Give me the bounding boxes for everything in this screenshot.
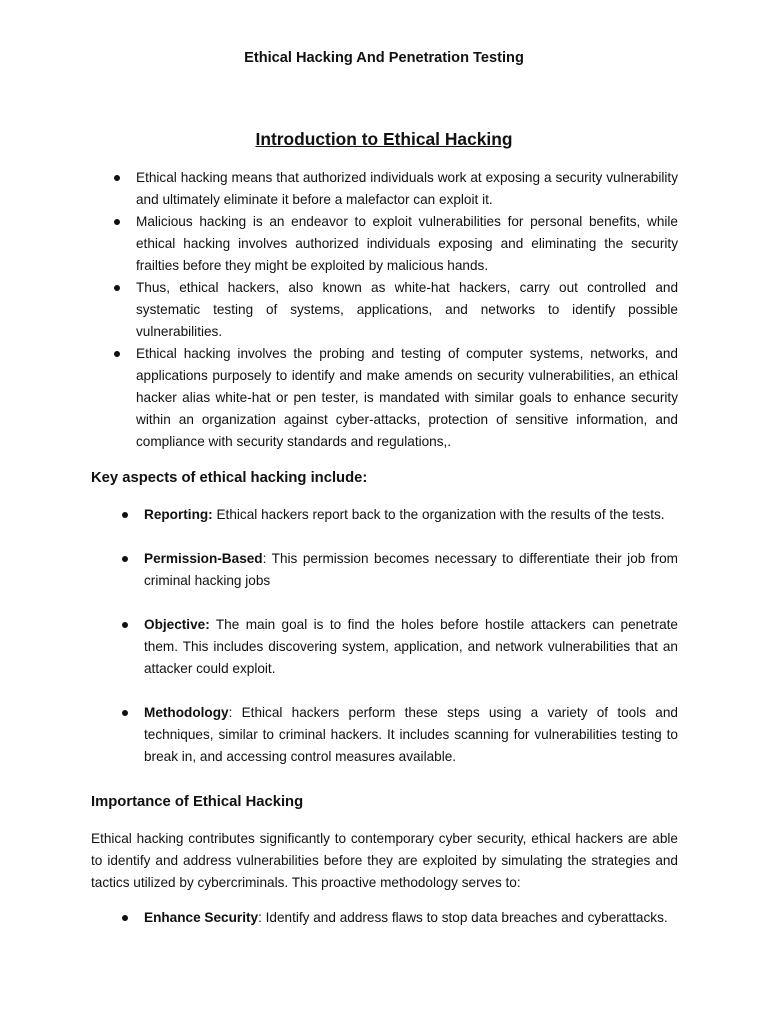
- importance-heading: Importance of Ethical Hacking: [91, 794, 304, 810]
- intro-bullet-list: [136, 167, 678, 453]
- bullet-icon: [122, 556, 128, 562]
- bullet-icon: [114, 351, 120, 357]
- list-item: [136, 167, 678, 211]
- list-item-text: Ethical hacking involves the probing and testing of computer systems, networks, and applications purposely to identify and make amends on security vulnerabilities, an ethical hacker alias white-hat or pen tester, is mandated with similar goals to enhance security within an organization against cyber-attacks, protection of sensitive information, and compliance with security standards and regulations,.: [136, 346, 678, 449]
- aspect-term: Methodology: [144, 705, 229, 720]
- list-item: [144, 504, 678, 526]
- list-item-text: Malicious hacking is an endeavor to exploit vulnerabilities for personal benefits, while ethical hacking involves authorized individuals exposing and eliminating the security frailties before they might be exploited by malicious hands.: [136, 214, 678, 273]
- list-item-text: Thus, ethical hackers, also known as white-hat hackers, carry out controlled and systematic testing of systems, applications, and networks to identify possible vulnerabilities.: [136, 280, 678, 339]
- importance-list: [144, 907, 678, 929]
- bullet-icon: [114, 219, 120, 225]
- aspect-text: : This permission becomes necessary to differentiate their job from criminal hacking jobs: [144, 551, 678, 588]
- bullet-icon: [114, 175, 120, 181]
- list-item: [136, 211, 678, 277]
- aspect-text: : Ethical hackers perform these steps using a variety of tools and techniques, similar to criminal hackers. It includes scanning for vulnerabilities testing to break in, and accessing control measures available.: [144, 705, 678, 764]
- bullet-icon: [122, 622, 128, 628]
- importance-term: Enhance Security: [144, 910, 259, 925]
- aspect-text: Ethical hackers report back to the organization with the results of the tests.: [212, 507, 665, 522]
- list-item: [144, 548, 678, 592]
- aspect-term: Permission-Based: [144, 551, 263, 566]
- bullet-icon: [122, 512, 128, 518]
- list-item: [144, 907, 678, 929]
- bullet-icon: [122, 710, 128, 716]
- document-title: Ethical Hacking And Penetration Testing: [244, 50, 524, 66]
- bullet-icon: [114, 285, 120, 291]
- list-item: [144, 702, 678, 768]
- list-item: [136, 277, 678, 343]
- aspect-text: The main goal is to find the holes before hostile attackers can penetrate them. This includes discovering system, application, and network vulnerabilities that an attacker could exploit.: [144, 617, 678, 676]
- key-aspects-list: [144, 504, 678, 790]
- aspect-term: Reporting:: [144, 507, 213, 522]
- importance-paragraph: Ethical hacking contributes significantly to contemporary cyber security, ethical hackers are able to identify and address vulnerabilities before they are exploited by simulating the strategies and tactics utilized by cybercriminals. This proactive methodology serves to:: [91, 831, 678, 890]
- aspect-term: Objective:: [144, 617, 210, 632]
- key-aspects-heading: Key aspects of ethical hacking include:: [91, 470, 368, 486]
- list-item-text: Ethical hacking means that authorized individuals work at exposing a security vulnerability and ultimately eliminate it before a malefactor can exploit it.: [136, 170, 678, 207]
- list-item: [136, 343, 678, 453]
- list-item: [144, 614, 678, 680]
- intro-heading: Introduction to Ethical Hacking: [255, 129, 513, 149]
- bullet-icon: [122, 915, 128, 921]
- importance-text: : Identify and address flaws to stop data breaches and cyberattacks.: [258, 910, 668, 925]
